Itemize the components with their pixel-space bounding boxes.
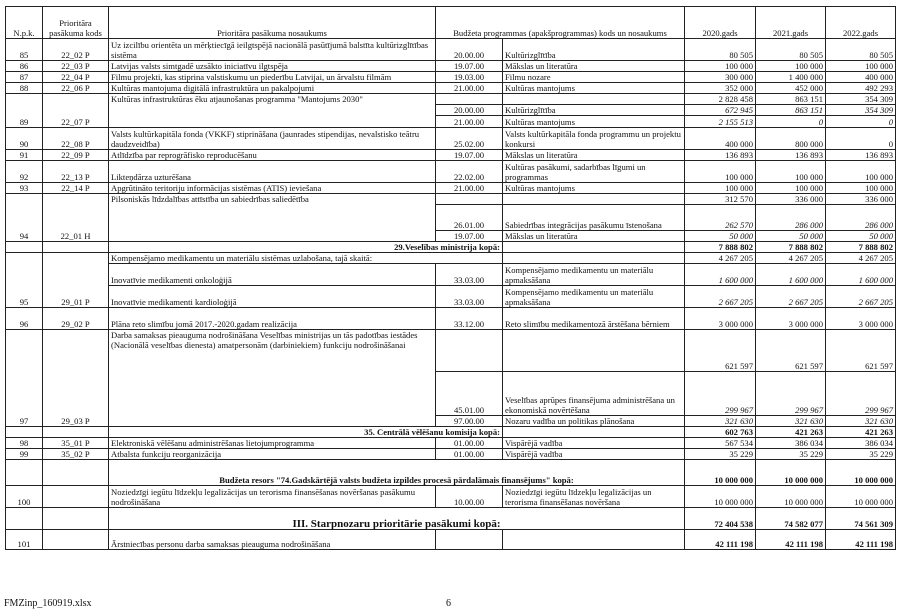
ministry-total-row: 35. Centrālā vēlēšanu komisija kopā: 602 763 421 263 421 263: [6, 427, 896, 438]
table-row: 91 22_09 P Atlīdzība par reprogrāfisko reproducēšanu 19.07.00 Mākslas un literatūra 136 893 136 893 136 893: [6, 150, 896, 161]
table-row: 26.01.00 Sabiedrības integrācijas pasākumu īstenošana 262 570 286 000 286 000: [6, 205, 896, 231]
footer-filename: FMZinp_160919.xlsx: [4, 598, 92, 609]
col-header-npk: N.p.k.: [6, 7, 43, 39]
table-header-row: [6, 7, 896, 39]
col-header-2022: 2022.gads: [826, 7, 896, 39]
table-row: Inovatīvie medikamenti onkoloģijā 33.03.00 Kompensējamo medikamentu un materiālu apmaksāšana 1 600 000 1 600 000 1 600 000: [6, 264, 896, 286]
table-row: 101 Ārstniecības personu darba samaksas pieauguma nodrošināšana 42 111 198 42 111 198 42 111 198: [6, 530, 896, 550]
table-row: 20.00.00 Kultūrizglītība 672 945 863 151 354 309: [6, 105, 896, 116]
page-number: 6: [446, 598, 451, 609]
table-row: 99 35_02 P Atbalsta funkciju reorganizācija 01.00.00 Vispārējā vadība 35 229 35 229 35 229: [6, 449, 896, 460]
col-header-name: Prioritāra pasākuma nosaukums: [109, 7, 436, 39]
group-row: 95 29_01 P Kompensējamo medikamentu un materiālu sistēmas uzlabošana, tajā skaitā: 4 267 205 4 267 205 4 267 205: [6, 253, 896, 264]
table-row: 88 22_06 P Kultūras mantojuma digitālā infrastruktūra un pakalpojumi 21.00.00 Kultūras mantojums 352 000 452 000 492 293: [6, 83, 896, 94]
col-header-2020: 2020.gads: [685, 7, 756, 39]
col-header-code: Prioritāra pasākuma kods: [43, 7, 109, 39]
col-header-2021: 2021.gads: [756, 7, 826, 39]
section-total-row: III. Starpnozaru prioritārie pasākumi kopā: 72 404 538 74 582 077 74 561 309: [6, 508, 896, 530]
table-row: 98 35_01 P Elektroniskā vēlēšanu administrēšanas lietojumprogramma 01.00.00 Vispārējā vadība 567 534 386 034 386 034: [6, 438, 896, 449]
table-row: 86 22_03 P Latvijas valsts simtgadē uzsākto iniciatīvu ilgtspēja 19.07.00 Mākslas un literatūra 100 000 100 000 100 000: [6, 61, 896, 72]
table-row: 85 22_02 P Uz izcilību orientēta un mērķtiecīgā ieilgtspējā nacionālā pasūtījumā balstīta kultūrizglītības sistēma 20.00.00 Kultūrizglītība 80 505 80 505 80 505: [6, 39, 896, 61]
table-row: 94 22_01 H Pilsoniskās līdzdalības attīstība un sabiedrības saliedētība 312 570 336 000 336 000: [6, 194, 896, 205]
priority-code: 29_01 P: [43, 253, 109, 308]
table-row: 90 22_08 P Valsts kultūrkapitāla fonda (VKKF) stiprināšana (jaunrades stipendijas, nevalstisko teātru daudzveidība) 25.02.00 Valsts kultūrkapitāla fonda programmu un projektu konkursi 400 000 800 000 0: [6, 128, 896, 150]
table-row: 97.00.00 Nozaru vadība un politikas plānošana 321 630 321 630 321 630: [6, 416, 896, 427]
table-row: 96 29_02 P Plāna reto slimību jomā 2017.-2020.gadam realizācija 33.12.00 Reto slimību medikamentozā ārstēšana bērniem 3 000 000 3 000 000 3 000 000: [6, 308, 896, 330]
table-row: 92 22_13 P Likteņdārza uzturēšana 22.02.00 Kultūras pasākumi, sadarbības līgumi un programmas 100 000 100 000 100 000: [6, 161, 896, 183]
table-row: 19.07.00 Mākslas un literatūra 50 000 50 000 50 000: [6, 231, 896, 242]
ministry-total-row: Budžeta resors "74.Gadskārtējā valsts budžeta izpildes procesā pārdalāmais finansējums" kopā: 10 000 000 10 000 000 10 000 000: [6, 460, 896, 486]
table-row: 89 22_07 P Kultūras infrastruktūras ēku atjaunošanas programma "Mantojums 2030" 2 828 458 863 151 354 309: [6, 94, 896, 105]
table-row: 21.00.00 Kultūras mantojums 2 155 513 0 0: [6, 116, 896, 128]
table-row: 100 Noziedzīgi iegūtu līdzekļu legalizācijas un terorisma finansēšanas novēršanas pasākumu nodrošināšana 10.00.00 Noziedzīgi iegūtu līdzekļu legalizācijas un terorisma finansēšanas novēršana 10 000 000 10 000 000 10 000 000: [6, 486, 896, 508]
budget-table: [5, 6, 896, 550]
row-number: 95: [6, 253, 43, 308]
table-row: 87 22_04 P Filmu projekti, kas stiprina valstiskumu un piederību Latvijai, un ārvalstu filmām 19.03.00 Filmu nozare 300 000 1 400 000 400 000: [6, 72, 896, 83]
table-row: Inovatīvie medikamenti kardioloģijā 33.03.00 Kompensējamo medikamentu un materiālu apmaksāšana 2 667 205 2 667 205 2 667 205: [6, 286, 896, 308]
ministry-total-row: 29.Veselības ministrija kopā: 7 888 802 7 888 802 7 888 802: [6, 242, 896, 253]
table-row: 93 22_14 P Apgrūtināto teritoriju informācijas sistēmas (ATIS) ieviešana 21.00.00 Kultūras mantojums 100 000 100 000 100 000: [6, 183, 896, 194]
table-row: 97 29_03 P Darba samaksas pieauguma nodrošināšana Veselības ministrijas un tās padotības iestādes (Nacionālā veselības dienesta) amatpersonām (darbiniekiem) funkciju nodrošināšanai 621 597 621 597 621 597: [6, 330, 896, 372]
table-row: 45.01.00 Veselības aprūpes finansējuma administrēšana un ekonomiskā novērtēšana 299 967 299 967 299 967: [6, 372, 896, 416]
col-header-program: Budžeta programmas (apakšprogrammas) kods un nosaukums: [436, 7, 685, 39]
